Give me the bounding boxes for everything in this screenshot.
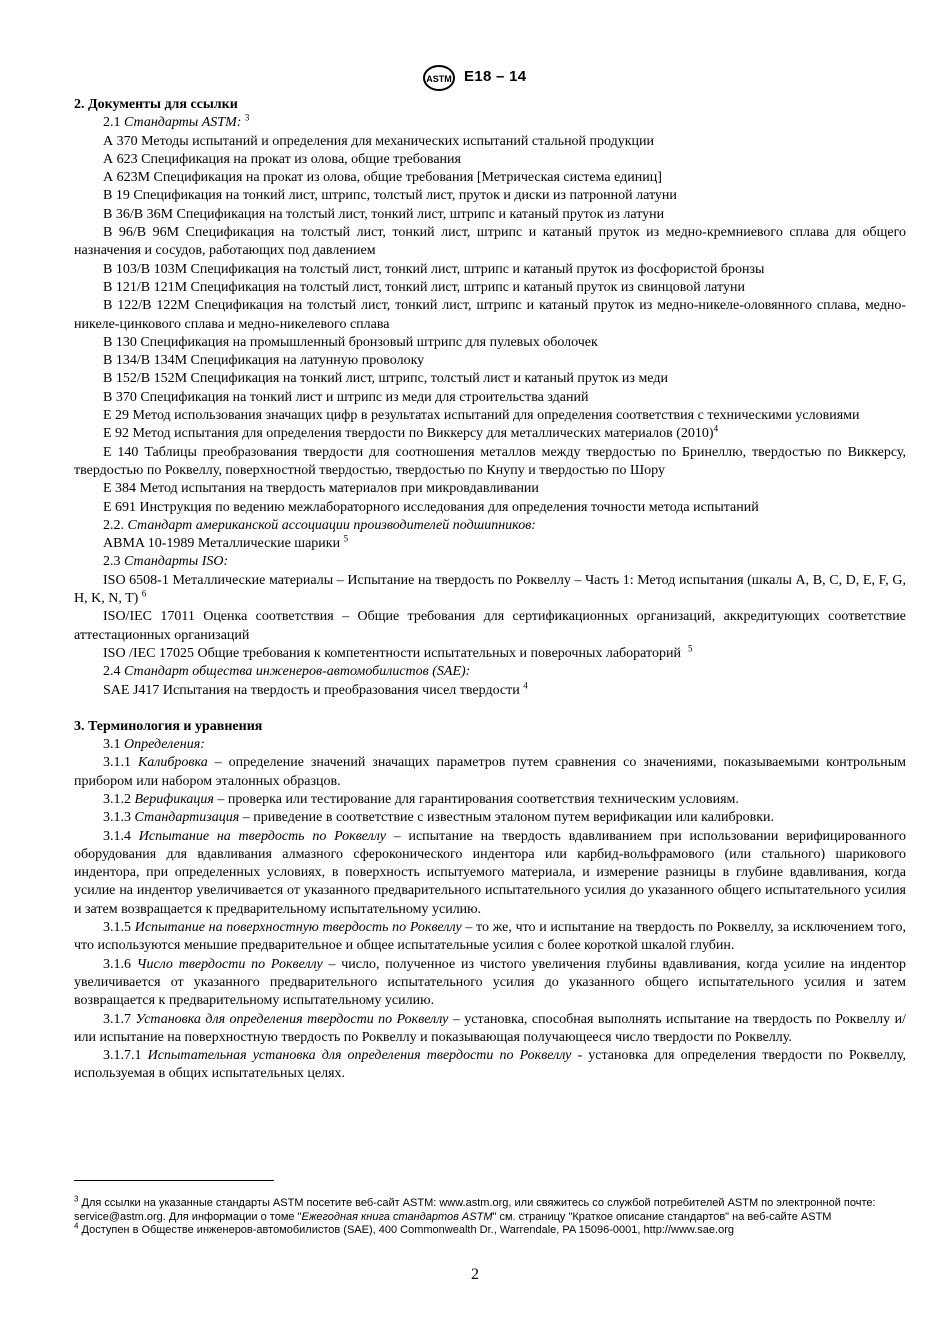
reference-item: ISO /IEC 17025 Общие требования к компетентности испытательных и поверочных лабораторий $^5$ — [103, 643, 693, 661]
reference-item: SAE J417 Испытания на твердость и преобразования чисел твердости $^4$ — [103, 679, 528, 698]
reference-item: А 623М Спецификация на прокат из олова, общие требования [Метрическая система единиц] — [103, 170, 662, 186]
reference-item: ISO/IEC 17011 Оценка соответствия – Общие требования для сертификационных организаций, аккредитующих соответствие аттестационных организаций — [74, 609, 906, 643]
reference-item: Е 140 Таблицы преобразования твердости для соотношения металлов между твердостью по Бринеллю, твердостью по Виккерсу, твердостью по Роквеллу, поверхностной твердостью, твердостью по Кнупу и твердостью по Шору — [74, 444, 906, 478]
reference-item: А 370 Методы испытаний и определения для механических испытаний стальной продукции — [103, 133, 655, 149]
reference-item: В 96/В 96М Спецификация на толстый лист, тонкий лист, штрипс и катаный пруток из медно-кремниевого сплава для общего назначения и сосудов, работающих под давлением — [74, 225, 906, 259]
subsection-2-1: 2.1 Стандарты ASTM: $^3$ — [103, 112, 250, 131]
reference-item: Е 92 Метод испытания для определения твердости по Виккерсу для металлических материалов $(2010)^4$ — [103, 423, 719, 442]
reference-item: В 134/В 134М Спецификация на латунную проволоку — [103, 353, 425, 369]
reference-item: А 623 Спецификация на прокат из олова, общие требования — [103, 151, 461, 167]
definition-item: 3.1.5 Испытание на поверхностную твердость по Роквеллу – то же, что и испытание на твердость по Роквеллу, за исключением того, что используются меньшие предварительное и общее испытательные усилия с более короткой шкалой глубин. — [74, 920, 906, 954]
section-3-heading: 3. Терминология и уравнения — [74, 718, 263, 734]
definition-item: 3.1.1 Калибровка – определение значений значащих параметров путем сравнения со значениями, показываемыми контрольным прибором или набором эталонных образцов. — [74, 755, 906, 789]
reference-item: Е 384 Метод испытания на твердость материалов при микровдавливании — [103, 481, 539, 497]
reference-item: В 19 Спецификация на тонкий лист, штрипс, толстый лист, пруток и диски из патронной латуни — [103, 188, 677, 204]
reference-item: В 121/В 121М Спецификация на толстый лист, тонкий лист, штрипс и катаный пруток из свинцовой латуни — [103, 279, 745, 295]
definition-item: 3.1.7.1 Испытательная установка для определения твердости по Роквеллу - установка для определения твердости по Роквеллу, используемая в общих испытательных целях. — [74, 1048, 906, 1082]
footnote-4: $^4$ Доступен в Обществе инженеров-автомобилистов (SAE), 400 Commonwealth Dr., Warrendale, PA 15096-0001, http://www.sae.org — [74, 1221, 734, 1236]
footnote-3: $^3$ Для ссылки на указанные стандарты ASTM посетите веб-сайт ASTM: www.astm.org, или свяжитесь со службой потребителей ASTM по электронной почте: service@astm.org. Для информации о томе "Ежегодная книга стандартов ASTM" см. страницу "Краткое описание стандартов" на веб-сайте ASTM — [74, 1194, 876, 1223]
section-spacer — [74, 700, 906, 718]
definition-item: 3.1.4 Испытание на твердость по Роквеллу – испытание на твердость вдавливанием при использовании верифицированного оборудования для вдавливания алмазного сфероконического индентора или карбид-вольфрамового (или стального) шарикового индентора, при определенных условиях, в поверхность испытуемого материала, и измерение разницы в глубине вдавливания, когда усилие на индентор увеличивается от указанного предварительного испытательного усилия до указанного общего испытательного усилия и затем возвращается к предварительному испытательному усилию. — [74, 828, 907, 917]
reference-item: Е 29 Метод использования значащих цифр в результатах испытаний для определения соответствия с техническими условиями — [103, 408, 860, 424]
definition-item: 3.1.3 Стандартизация – приведение в соответствие с известным эталоном путем верификации или калибровки. — [103, 810, 775, 826]
reference-item: Е 691 Инструкция по ведению межлабораторного исследования для определения точности метода испытаний — [103, 499, 759, 515]
reference-item: В 36/В 36М Спецификация на толстый лист, тонкий лист, штрипс и катаный пруток из латуни — [103, 206, 665, 222]
page-header — [0, 64, 950, 94]
definition-item: 3.1.7 Установка для определения твердости по Роквеллу – установка, способная выполнять испытание на твердость по Роквеллу и/или испытание на поверхностную твердость по Роквеллу и показывающая получающееся число твердости по Роквеллу. — [74, 1011, 907, 1045]
subsection-2-4: 2.4 Стандарт общества инженеров-автомобилистов (SAE): — [103, 664, 471, 680]
document-body — [74, 96, 906, 1084]
reference-item: В 122/В 122М Спецификация на толстый лист, тонкий лист, штрипс и катаный пруток из медно-никеле-оловянного сплава, медно-никеле-цинкового сплава и медно-никелевого сплава — [74, 298, 906, 332]
page-number: 2 — [471, 1266, 479, 1283]
section-2-heading: 2. Документы для ссылки — [74, 97, 238, 112]
document-id: E18 – 14 — [464, 68, 527, 85]
reference-item: ISO 6508-1 Металлические материалы – Испытание на твердость по Роквеллу – Часть 1: Метод испытания (шкалы A, B, C, D, E, F, G, H, K, N, T) $^6$ — [74, 572, 906, 607]
reference-item: ABMA 10-1989 Металлические шарики $^5$ — [103, 533, 349, 552]
footnotes — [74, 1180, 906, 1238]
definition-item: 3.1.6 Число твердости по Роквеллу – число, полученное из чистого увеличения глубины вдавливания, когда усилие на индентор увеличивается от указанного предварительного испытательного усилия до указанного общего испытательного усилия и затем возвращается к предварительному испытательному усилию. — [74, 956, 906, 1009]
subsection-3-1: 3.1 Определения: — [103, 737, 205, 753]
svg-text:ASTM: ASTM — [426, 74, 452, 84]
astm-logo — [422, 64, 456, 92]
definition-item: 3.1.2 Верификация – проверка или тестирование для гарантирования соответствия техническим условиям. — [103, 791, 739, 807]
subsection-2-3: 2.3 Стандарты ISO: — [103, 554, 229, 570]
subsection-2-2: 2.2. Стандарт американской ассоциации производителей подшипников: — [103, 517, 536, 533]
reference-item: В 103/В 103М Спецификация на толстый лист, тонкий лист, штрипс и катаный пруток из фосфористой бронзы — [103, 261, 765, 277]
reference-item: В 370 Спецификация на тонкий лист и штрипс из меди для строительства зданий — [103, 389, 589, 405]
footnote-divider — [74, 1180, 274, 1181]
reference-item: В 152/В 152М Спецификация на тонкий лист, штрипс, толстый лист и катаный пруток из меди — [103, 371, 668, 387]
reference-item: В 130 Спецификация на промышленный бронзовый штрипс для пулевых оболочек — [103, 334, 598, 350]
